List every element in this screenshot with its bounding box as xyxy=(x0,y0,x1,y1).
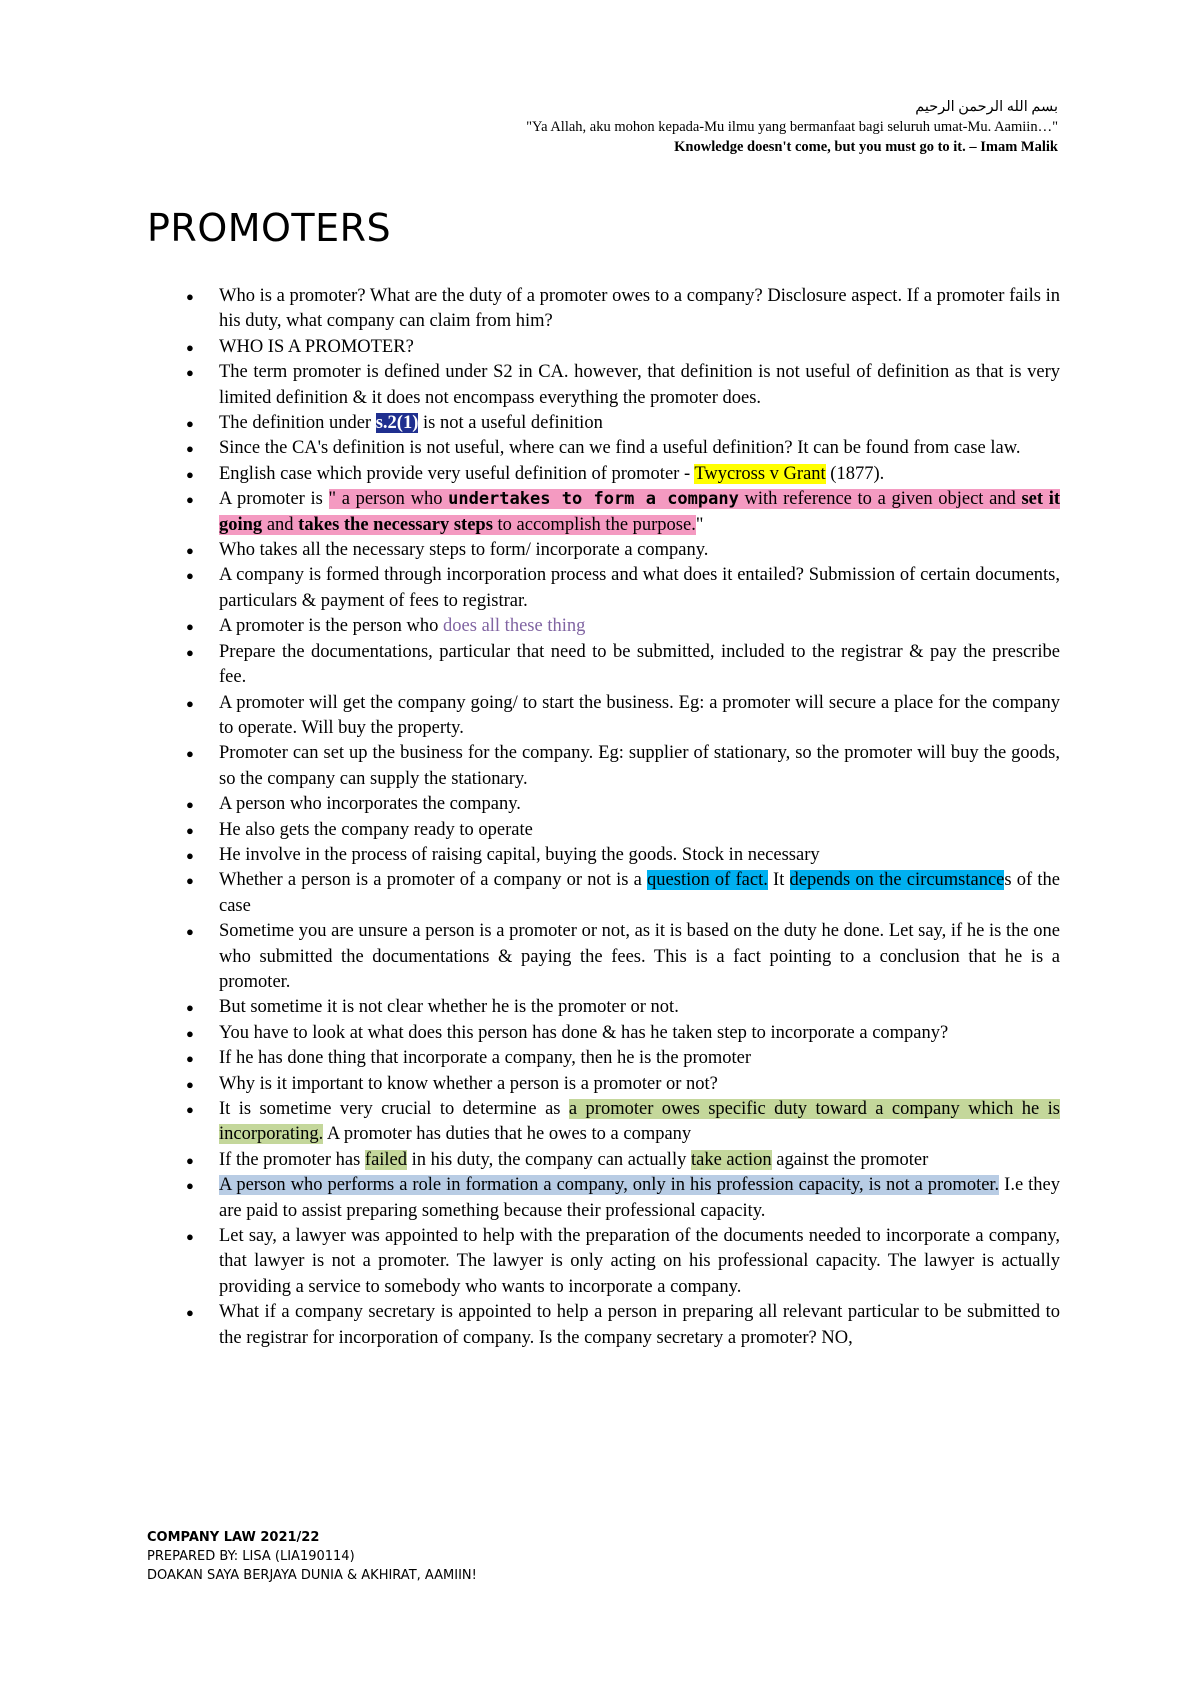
list-item xyxy=(176,411,1060,436)
circumstances-highlight: depends on the circumstance xyxy=(789,870,1005,891)
list-item xyxy=(176,640,1060,691)
bullet-icon: ● xyxy=(186,492,194,508)
list-item xyxy=(176,1300,1060,1351)
list-item xyxy=(176,818,1060,843)
footer-prayer: DOAKAN SAYA BERJAYA DUNIA & AKHIRAT, AAMIIN! xyxy=(147,1568,477,1583)
item-text: A promoter is xyxy=(219,489,329,510)
bullet-icon: ● xyxy=(186,1025,194,1041)
item-text: Let say, a lawyer was appointed to help with the preparation of the documents needed to incorporate a company, that lawyer is not a promoter. The lawyer is only acting on his professional capacity. The lawyer is actually providing a service to somebody who wants to incorporate a company. xyxy=(219,1226,1060,1297)
item-text: He also gets the company ready to operate xyxy=(219,819,533,840)
list-item xyxy=(176,614,1060,639)
list-item xyxy=(176,843,1060,868)
purple-text: does all these thing xyxy=(443,616,586,637)
failed-highlight: failed xyxy=(364,1149,408,1170)
list-item xyxy=(176,1097,1060,1148)
item-text: against the promoter xyxy=(771,1149,929,1170)
bullet-icon: ● xyxy=(186,822,194,838)
page-title: PROMOTERS xyxy=(147,206,392,250)
bullet-icon: ● xyxy=(186,543,194,559)
list-item xyxy=(176,868,1060,919)
list-item xyxy=(176,487,1060,538)
footer-course-title: COMPANY LAW 2021/22 xyxy=(147,1530,320,1545)
bullet-icon: ● xyxy=(186,1152,194,1168)
item-text: If the promoter has xyxy=(219,1149,365,1170)
bullet-icon: ● xyxy=(186,1076,194,1092)
item-text: A person who incorporates the company. xyxy=(219,794,521,815)
item-text: I.e they are paid to assist preparing something because their professional capacity. xyxy=(219,1175,1060,1221)
bullet-icon: ● xyxy=(186,695,194,711)
item-text: Who takes all the necessary steps to form/ incorporate a company. xyxy=(219,540,709,561)
bullet-icon: ● xyxy=(186,619,194,635)
list-item xyxy=(176,919,1060,995)
item-text: If he has done thing that incorporate a company, then he is the promoter xyxy=(219,1048,752,1069)
bullet-list xyxy=(176,284,1060,1351)
definition-text: with reference to a given object and xyxy=(738,489,1022,510)
item-text: But sometime it is not clear whether he is the promoter or not. xyxy=(219,997,679,1018)
item-text: A company is formed through incorporation process and what does it entailed? Submission of certain documents, particulars & payment of fees to registrar. xyxy=(219,565,1060,611)
list-item xyxy=(176,563,1060,614)
list-item xyxy=(176,462,1060,487)
item-text: (1877). xyxy=(825,463,885,484)
item-text: What if a company secretary is appointed to help a person in preparing all relevant particular to be submitted to the registrar for incorporation of company. Is the company secretary a promoter? NO, xyxy=(219,1302,1060,1348)
item-text: Who is a promoter? What are the duty of a promoter owes to a company? Disclosure aspect. If a promoter fails in his duty, what company can claim from him? xyxy=(219,286,1060,332)
question-of-fact-highlight: question of fact. xyxy=(647,870,768,891)
duty-highlight: a promoter owes specific duty toward a company which he is incorporating. xyxy=(219,1099,1060,1145)
bullet-icon: ● xyxy=(186,924,194,940)
bullet-icon: ● xyxy=(186,568,194,584)
item-text: A promoter will get the company going/ to start the business. Eg: a promoter will secure a place for the company to operate. Will buy the property. xyxy=(219,692,1060,738)
header-arabic-basmala: بسم الله الرحمن الرحيم xyxy=(915,99,1058,115)
take-action-highlight: take action xyxy=(690,1149,772,1170)
bullet-icon: ● xyxy=(186,746,194,762)
header-prayer-quote: "Ya Allah, aku mohon kepada-Mu ilmu yang bermanfaat bagi seluruh umat-Mu. Aamiin…" xyxy=(526,119,1058,135)
professional-capacity-highlight: A person who performs a role in formation a company, only in his profession capacity, is not a promoter. xyxy=(219,1175,1000,1196)
list-item xyxy=(176,335,1060,360)
list-item xyxy=(176,284,1060,335)
item-text: A promoter has duties that he owes to a company xyxy=(323,1124,692,1145)
list-item xyxy=(176,741,1060,792)
item-text: It is sometime very crucial to determine as xyxy=(219,1099,569,1119)
bullet-icon: ● xyxy=(186,1178,194,1194)
item-text: Prepare the documentations, particular that need to be submitted, included to the registrar & pay the prescribe fee. xyxy=(219,641,1060,688)
header-imam-malik-quote: Knowledge doesn't come, but you must go to it. – Imam Malik xyxy=(674,139,1058,155)
list-item xyxy=(176,691,1060,742)
item-text: is not a useful definition xyxy=(418,413,603,434)
item-text: Promoter can set up the business for the company. Eg: supplier of stationary, so the promoter will buy the goods, so the company can supply the stationary. xyxy=(219,743,1060,789)
bullet-icon: ● xyxy=(186,1102,194,1117)
bullet-icon: ● xyxy=(186,441,194,457)
list-item xyxy=(176,792,1060,817)
list-item xyxy=(176,1224,1060,1300)
bullet-icon: ● xyxy=(186,1000,194,1016)
page-header xyxy=(158,97,1058,157)
list-item xyxy=(176,436,1060,461)
item-text: Since the CA's definition is not useful, where can we find a useful definition? It can be found from case law. xyxy=(219,438,1021,459)
footer-prepared-by: PREPARED BY: LISA (LIA190114) xyxy=(147,1549,355,1564)
list-item xyxy=(176,1021,1060,1046)
bullet-icon: ● xyxy=(186,339,194,355)
bullet-icon: ● xyxy=(186,1051,194,1067)
bullet-icon: ● xyxy=(186,797,194,813)
item-text: " xyxy=(695,514,704,535)
definition-bold-phrase: undertakes to form a company xyxy=(448,489,739,510)
definition-bold-phrase: set it going xyxy=(219,489,1061,535)
bullet-icon: ● xyxy=(186,847,194,863)
bullet-icon: ● xyxy=(186,873,194,889)
item-text: The definition under xyxy=(219,413,376,434)
item-text: You have to look at what does this person has done & has he taken step to incorporate a company? xyxy=(219,1022,949,1043)
bullet-icon: ● xyxy=(186,1229,194,1245)
list-item xyxy=(176,1046,1060,1071)
case-name-highlight: Twycross v Grant xyxy=(694,463,826,484)
bullet-icon: ● xyxy=(186,1305,194,1321)
definition-bold-phrase: takes the necessary steps xyxy=(298,514,493,535)
list-item xyxy=(176,1072,1060,1097)
list-item xyxy=(176,538,1060,563)
item-text: in his duty, the company can actually xyxy=(407,1149,691,1170)
section-reference-highlight: s.2(1) xyxy=(375,413,419,434)
list-item xyxy=(176,995,1060,1020)
bullet-icon: ● xyxy=(186,644,194,660)
item-text: He involve in the process of raising capital, buying the goods. Stock in necessary xyxy=(219,844,820,865)
list-item xyxy=(176,1148,1060,1173)
definition-quote-highlight xyxy=(219,489,1060,534)
item-text: It xyxy=(767,870,790,891)
item-text: s of the case xyxy=(219,870,1060,916)
list-item xyxy=(176,360,1060,411)
bullet-icon: ● xyxy=(186,289,194,304)
page-footer xyxy=(147,1528,477,1585)
bullet-icon: ● xyxy=(186,416,194,432)
bullet-icon: ● xyxy=(186,365,194,381)
definition-text: to accomplish the purpose. xyxy=(492,514,696,535)
item-text: Why is it important to know whether a person is a promoter or not? xyxy=(219,1073,718,1094)
item-text: Sometime you are unsure a person is a promoter or not, as it is based on the duty he done. Let say, if he is the one who submitted the documentations & paying the fees. This is a fact pointing to a conclusion that he is a promoter. xyxy=(219,921,1060,992)
item-text: Whether a person is a promoter of a company or not is a xyxy=(219,870,648,891)
list-item xyxy=(176,1173,1060,1224)
definition-text: and xyxy=(262,514,299,535)
item-text: English case which provide very useful definition of promoter - xyxy=(219,463,695,484)
definition-text: " a person who xyxy=(328,489,449,510)
item-text: A promoter is the person who xyxy=(219,616,444,637)
item-text: WHO IS A PROMOTER? xyxy=(219,336,414,357)
bullet-icon: ● xyxy=(186,466,194,482)
item-text: The term promoter is defined under S2 in CA. however, that definition is not useful of definition as that is very limited definition & it does not encompass everything the promoter does. xyxy=(219,362,1060,408)
